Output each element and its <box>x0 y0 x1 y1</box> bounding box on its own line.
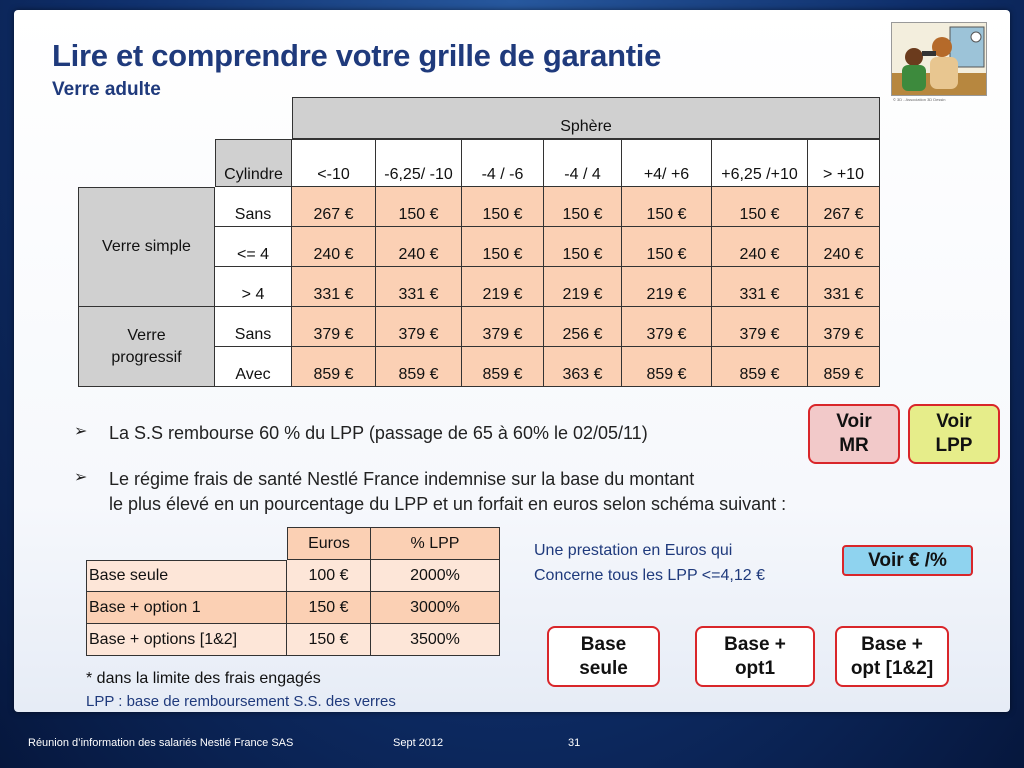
voir-euro-percent-button[interactable] <box>842 545 973 576</box>
base-opt12-button[interactable] <box>835 626 949 687</box>
price-cell: 150 € <box>622 187 712 227</box>
table-row-euros: 100 € <box>287 560 371 592</box>
table-row-label: Base + option 1 <box>86 592 287 624</box>
cylinder-value: Sans <box>215 187 292 227</box>
base-seule-label-1: Base <box>580 633 627 655</box>
column-header: > +10 <box>808 139 880 187</box>
voir-mr-button[interactable] <box>808 404 900 464</box>
table-row-lpp: 3500% <box>371 624 500 656</box>
table-row-euros: 150 € <box>287 592 371 624</box>
table-row-lpp: 3000% <box>371 592 500 624</box>
voir-lpp-button[interactable] <box>908 404 1000 464</box>
footer-page-number: 31 <box>568 737 581 749</box>
voir-lpp-label-1: Voir <box>936 411 972 432</box>
prestation-note <box>534 538 765 588</box>
note-lpp-definition: LPP : base de remboursement S.S. des verres <box>86 693 396 710</box>
voir-mr-label-2: MR <box>839 435 869 456</box>
price-cell: 150 € <box>376 187 462 227</box>
euros-header: Euros <box>287 527 371 560</box>
cylinder-value: > 4 <box>215 267 292 307</box>
base-opt12-label-1: Base + <box>861 633 923 655</box>
price-cell: 150 € <box>544 227 622 267</box>
column-header: +6,25 /+10 <box>712 139 808 187</box>
voir-lpp-label-2: LPP <box>935 435 973 456</box>
price-cell: 150 € <box>462 227 544 267</box>
price-cell: 859 € <box>712 347 808 387</box>
price-cell: 150 € <box>712 187 808 227</box>
price-cell: 267 € <box>292 187 376 227</box>
group-label-text: Verre simple <box>102 238 191 255</box>
price-cell: 267 € <box>808 187 880 227</box>
price-cell: 331 € <box>376 267 462 307</box>
group-label-text: progressif <box>111 348 182 366</box>
page-title: Lire et comprendre votre grille de garantie <box>52 38 662 73</box>
cylinder-value: Sans <box>215 307 292 347</box>
price-cell: 240 € <box>292 227 376 267</box>
cylinder-value: <= 4 <box>215 227 292 267</box>
bullet-nestle-regime-line1: Le régime frais de santé Nestlé France indemnise sur la base du montant <box>109 469 695 489</box>
page-subtitle: Verre adulte <box>52 79 161 100</box>
price-cell: 379 € <box>462 307 544 347</box>
price-cell: 150 € <box>462 187 544 227</box>
table-row-label: Base seule <box>86 560 287 592</box>
price-cell: 240 € <box>808 227 880 267</box>
price-cell: 379 € <box>808 307 880 347</box>
optician-illustration <box>891 22 987 96</box>
price-cell: 379 € <box>292 307 376 347</box>
base-opt12-label-2: opt [1&2] <box>850 657 934 679</box>
voir-mr-label-1: Voir <box>836 411 872 432</box>
base-opt1-label-1: Base + <box>724 633 786 655</box>
price-cell: 150 € <box>544 187 622 227</box>
cylinder-value: Avec <box>215 347 292 387</box>
price-cell: 363 € <box>544 347 622 387</box>
lpp-header: % LPP <box>371 527 500 560</box>
bullet-ss-reimbursement: La S.S rembourse 60 % du LPP (passage de 65 à 60% le 02/05/11) <box>109 423 648 443</box>
table-row-lpp: 2000% <box>371 560 500 592</box>
group-label-text: Verre <box>127 326 166 344</box>
price-cell: 150 € <box>622 227 712 267</box>
price-cell: 859 € <box>808 347 880 387</box>
column-header: <-10 <box>292 139 376 187</box>
footer-date: Sept 2012 <box>393 737 444 749</box>
optician-illustration-icon <box>892 23 987 96</box>
group-label <box>78 307 215 387</box>
arrow-bullet-icon: ➢ <box>74 469 88 486</box>
prestation-line1: Une prestation en Euros qui <box>534 542 733 559</box>
price-cell: 859 € <box>622 347 712 387</box>
group-label <box>78 187 215 307</box>
price-cell: 379 € <box>376 307 462 347</box>
column-header: +4/ +6 <box>622 139 712 187</box>
base-seule-label-2: seule <box>579 657 628 679</box>
column-header: -4 / -6 <box>462 139 544 187</box>
column-header: -6,25/ -10 <box>376 139 462 187</box>
price-cell: 331 € <box>808 267 880 307</box>
table-row-euros: 150 € <box>287 624 371 656</box>
price-cell: 331 € <box>712 267 808 307</box>
price-cell: 379 € <box>712 307 808 347</box>
arrow-bullet-icon: ➢ <box>74 423 88 440</box>
footer-meeting: Réunion d’information des salariés Nestlé France SAS <box>28 737 294 749</box>
table-row-label: Base + options [1&2] <box>86 624 287 656</box>
price-cell: 859 € <box>292 347 376 387</box>
price-cell: 256 € <box>544 307 622 347</box>
base-opt1-label-2: opt1 <box>734 657 776 679</box>
base-seule-button[interactable] <box>547 626 660 687</box>
cylinder-header: Cylindre <box>215 139 292 187</box>
price-cell: 219 € <box>462 267 544 307</box>
price-cell: 240 € <box>712 227 808 267</box>
base-opt1-button[interactable] <box>695 626 815 687</box>
column-header: -4 / 4 <box>544 139 622 187</box>
price-cell: 859 € <box>376 347 462 387</box>
price-cell: 331 € <box>292 267 376 307</box>
price-cell: 240 € <box>376 227 462 267</box>
voir-euro-label: Voir € /% <box>868 549 947 571</box>
prestation-line2: Concerne tous les LPP <=4,12 € <box>534 567 765 584</box>
price-cell: 219 € <box>622 267 712 307</box>
note-frais-engages: * dans la limite des frais engagés <box>86 670 321 687</box>
price-cell: 219 € <box>544 267 622 307</box>
illustration-caption: © 3D - Association 3D Dessin <box>893 97 946 102</box>
price-cell: 379 € <box>622 307 712 347</box>
price-cell: 859 € <box>462 347 544 387</box>
sphere-header: Sphère <box>292 97 880 139</box>
bullet-nestle-regime-line2: le plus élevé en un pourcentage du LPP et un forfait en euros selon schéma suivant : <box>109 494 787 514</box>
